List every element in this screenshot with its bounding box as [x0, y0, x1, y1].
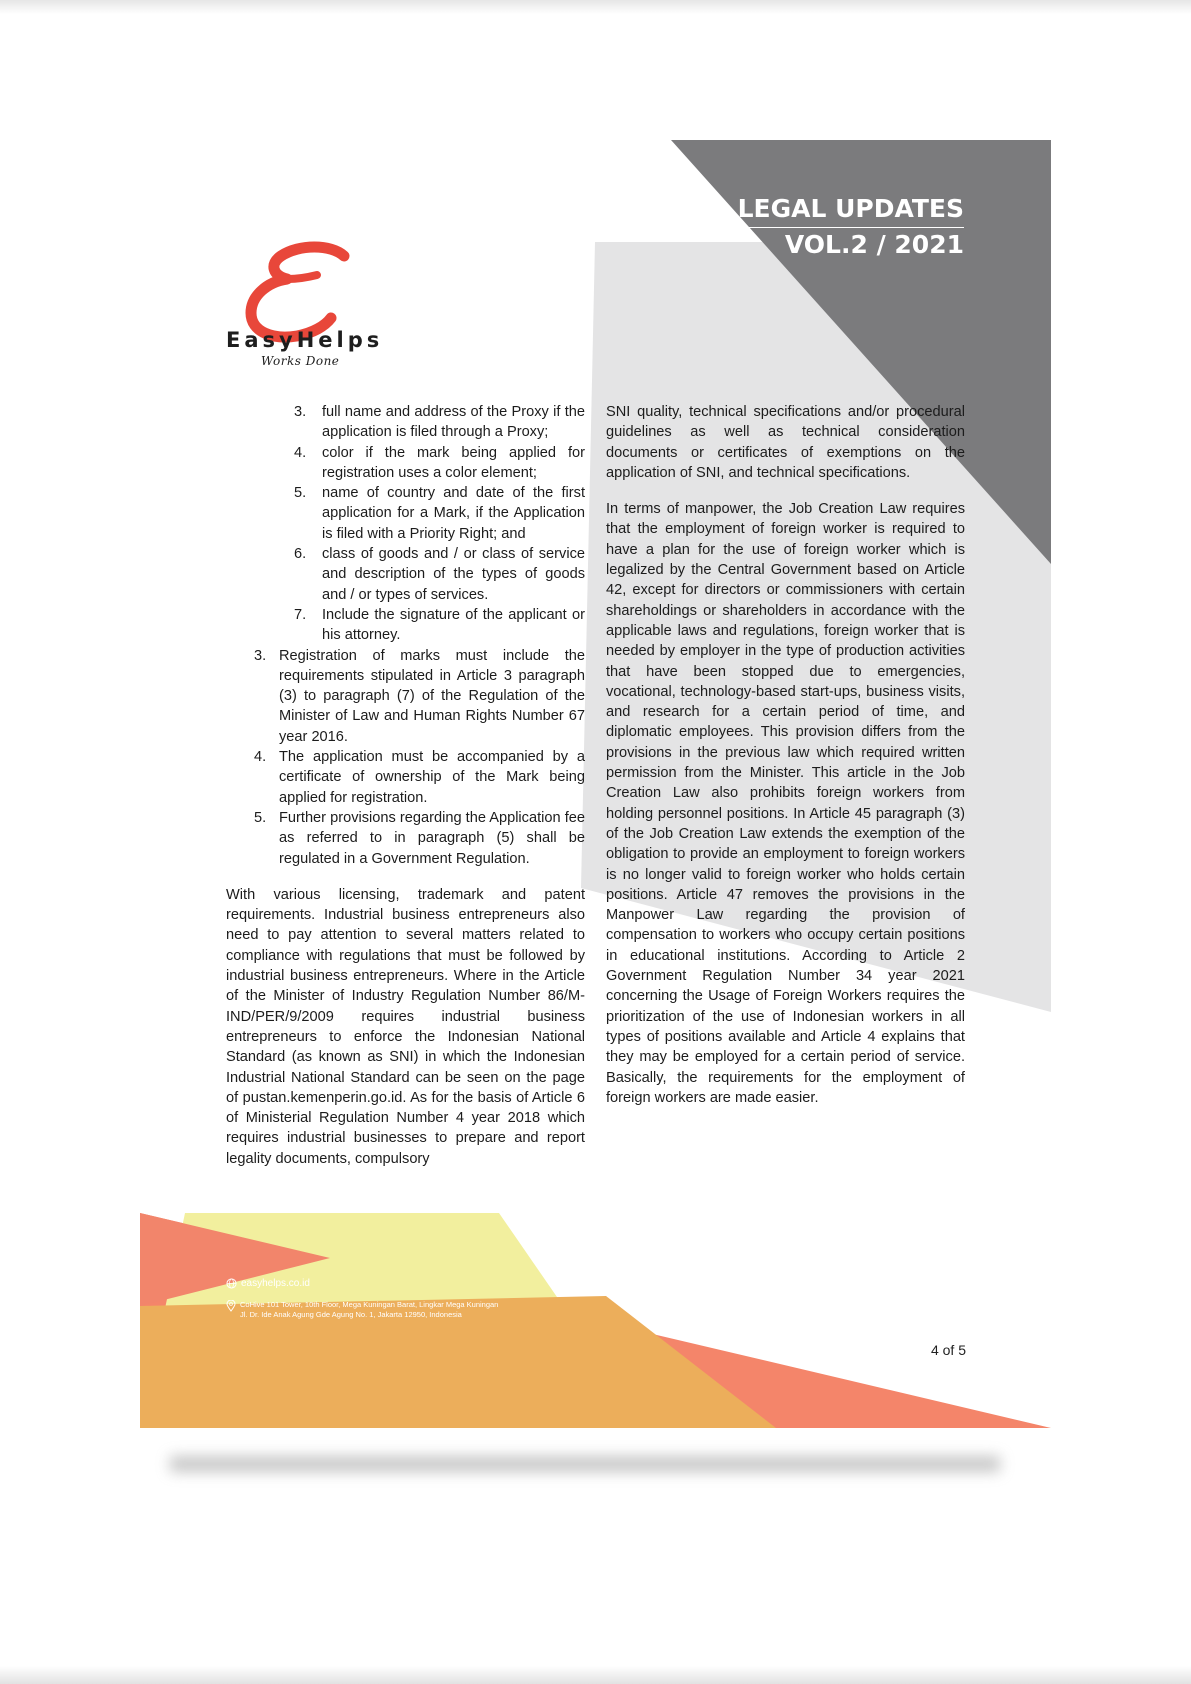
- footer-address: [226, 1300, 498, 1320]
- spacer: [226, 869, 585, 885]
- document-page: [140, 140, 1051, 1428]
- list-item: 5. name of country and date of the first application for a Mark, if the Application is filed with a Priority Right; and: [294, 485, 585, 542]
- header-title-line1: LEGAL UPDATES: [728, 192, 964, 228]
- spacer: [606, 483, 965, 499]
- list-item: 3. full name and address of the Proxy if the application is filed through a Proxy;: [294, 404, 585, 441]
- address-lines: [240, 1300, 498, 1320]
- page-number: 4 of 5: [930, 1342, 966, 1358]
- brand-tagline: Works Done: [261, 354, 340, 368]
- page-shadow: [170, 1456, 1000, 1472]
- footer-website: [226, 1278, 310, 1289]
- body-paragraph-sni: SNI quality, technical specifications and/or procedural guidelines as well as technical consideration documents or certificates of exemptions on the application of SNI, and technical specifications.: [606, 404, 965, 481]
- list-item: 7. Include the signature of the applicant or his attorney.: [294, 606, 585, 644]
- viewer-bottom-edge: [0, 1666, 1191, 1684]
- main-requirements-list: [226, 646, 585, 869]
- viewer-top-edge: [0, 0, 1191, 14]
- body-paragraph-industry: With various licensing, trademark and patent requirements. Industrial business entrepreneurs also need to pay attention to several matters related to compliance with regulations that must be followed by industrial business entrepreneurs. Where in the Article of the Minister of Industry Regulation Number 86/M-IND/PER/9/2009 requires industrial business entrepreneurs to enforce the Indonesian National Standard (as known as SNI) in which the Indonesian Industrial National Standard can be seen on the page of pustan.kemenperin.go.id. As for the basis of Article 6 of Ministerial Regulation Number 4 year 2018 which requires industrial businesses to prepare and report legality documents, compulsory: [226, 886, 585, 1167]
- body-paragraph-manpower: In terms of manpower, the Job Creation Law requires that the employment of foreign worker is required to have a plan for the use of foreign worker which is legalized by the Central Government based on Article 42, except for directors or commissioners with certain shareholdings or shareholders in accordance with the applicable laws and regulations, foreign worker that is needed by employer in the type of production activities that have been stopped due to emergencies, vocational, technology-based start-ups, business visits, and research for a certain period of time, and diplomatic employees. This provision differs from the provisions in the previous law which required written permission from the Minister. This article in the Job Creation Law also prohibits foreign workers from holding personnel positions. In Article 45 paragraph (3) of the Job Creation Law extends the exemption of the obligation to provide an employment to foreign workers is no longer valid to foreign worker who holds certain positions. Article 47 removes the provisions in the Manpower Law regarding the provision of compensation to workers who occupy certain positions in educational institutions. According to Article 2 Government Regulation Number 34 year 2021 concerning the Usage of Foreign Workers requires the prioritization of the use of Indonesian workers in all types of positions available and Article 4 explains that they may be employed for a certain period of service. Basically, the requirements for the employment of foreign workers are made easier.: [606, 501, 965, 1106]
- list-item: 5. Further provisions regarding the Application fee as referred to in paragraph (5) shall be regulated in a Government Regulation.: [254, 809, 585, 867]
- sub-requirements-list: [226, 402, 585, 646]
- header-title-line2: VOL.2 / 2021: [784, 230, 964, 259]
- address-line2: Jl. Dr. Ide Anak Agung Gde Agung No. 1, Jakarta 12950, Indonesia: [240, 1310, 462, 1319]
- website-link[interactable]: easyhelps.co.id: [241, 1278, 310, 1289]
- list-item: 4. The application must be accompanied by a certificate of ownership of the Mark being applied for registration.: [254, 749, 585, 806]
- left-column: [226, 402, 585, 1169]
- list-item: 4. color if the mark being applied for registration uses a color element;: [294, 444, 585, 481]
- list-item: 3. Registration of marks must include the requirements stipulated in Article 3 paragraph (3) to paragraph (7) of the Regulation of the Minister of Law and Human Rights Number 67 year 2016.: [254, 647, 585, 745]
- list-item: 6. class of goods and / or class of service and description of the types of goods and / or types of services.: [294, 546, 585, 603]
- legal-updates-header: [728, 192, 964, 262]
- address-line1: CoHive 101 Tower, 10th Floor, Mega Kuningan Barat, Lingkar Mega Kuningan: [240, 1300, 499, 1309]
- right-column: [606, 402, 965, 1108]
- location-pin-icon: [226, 1300, 236, 1312]
- brand-name: EasyHelps: [226, 328, 384, 352]
- globe-icon: [226, 1278, 237, 1289]
